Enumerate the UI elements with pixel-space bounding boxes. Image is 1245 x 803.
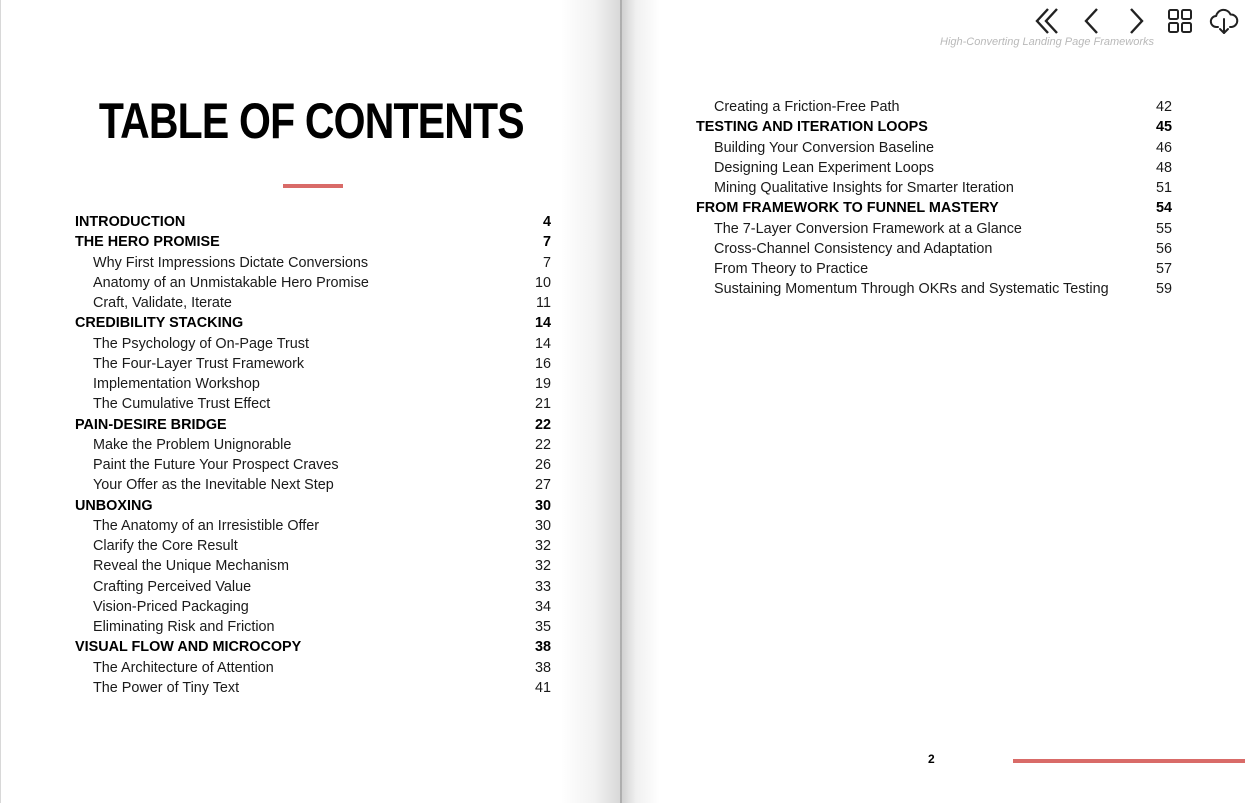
toc-entry-page-number: 34 [534,598,551,615]
toc-entry-page-number: 42 [1155,99,1172,115]
toc-entry-page-number: 21 [534,396,551,413]
toc-entry-label: UNBOXING [75,497,153,514]
toc-entry-label: THE HERO PROMISE [75,234,220,251]
toc-entry-label: INTRODUCTION [75,214,186,230]
toc-section-entry[interactable] [75,273,551,293]
grid-view-button[interactable] [1161,4,1199,38]
toc-list-left [75,212,551,698]
toc-entry-label: Building Your Conversion Baseline [714,139,935,156]
toc-section-entry[interactable] [75,374,551,394]
toc-entry-page-number: 41 [534,679,551,696]
toc-entry-label: The Cumulative Trust Effect [93,396,271,413]
running-header: High-Converting Landing Page Frameworks [940,36,1154,48]
toc-entry-page-number: 51 [1155,180,1172,196]
toc-entry-label: The 7-Layer Conversion Framework at a Glance [714,220,1022,237]
left-page [0,0,620,803]
toc-section-entry[interactable] [75,455,551,475]
toc-section-entry[interactable] [75,475,551,495]
page-title: TABLE OF CONTENTS [98,93,524,149]
toc-entry-page-number: 45 [1155,119,1172,136]
toc-section-entry[interactable] [75,556,551,576]
toc-entry-page-number: 32 [534,558,551,575]
toc-entry-page-number: 26 [534,457,551,473]
toc-section-entry[interactable] [696,239,1172,259]
toc-entry-label: Anatomy of an Unmistakable Hero Promise [93,274,369,291]
toc-entry-label: CREDIBILITY STACKING [75,315,244,332]
toc-entry-page-number: 14 [534,335,551,352]
previous-page-button[interactable] [1073,4,1111,38]
first-page-icon [1033,6,1063,36]
toc-chapter-entry[interactable] [696,117,1172,137]
toc-entry-label: TESTING AND ITERATION LOOPS [696,119,928,136]
toc-entry-label: The Psychology of On-Page Trust [93,335,309,352]
toc-entry-page-number: 38 [534,659,551,676]
toc-entry-page-number: 14 [534,315,551,332]
toc-entry-page-number: 7 [542,254,551,271]
toc-chapter-entry[interactable] [75,637,551,657]
toc-entry-label: Crafting Perceived Value [93,578,252,595]
toc-entry-label: Eliminating Risk and Friction [93,619,275,635]
toc-entry-page-number: 59 [1155,281,1172,298]
toc-entry-label: Mining Qualitative Insights for Smarter Iteration [714,180,1014,196]
toc-entry-label: The Four-Layer Trust Framework [93,355,305,372]
toc-section-entry[interactable] [696,219,1172,239]
toc-entry-page-number: 16 [534,355,551,372]
toc-section-entry[interactable] [75,516,551,536]
toc-entry-label: Cross-Channel Consistency and Adaptation [714,240,993,257]
toc-entry-label: Implementation Workshop [93,376,260,392]
viewer-toolbar [1029,4,1243,38]
previous-page-icon [1080,6,1104,36]
toc-entry-label: The Anatomy of an Irresistible Offer [93,517,320,534]
toc-entry-page-number: 30 [534,517,551,534]
toc-entry-page-number: 54 [1155,200,1172,217]
toc-entry-page-number: 35 [534,619,551,635]
download-button[interactable] [1205,4,1243,38]
toc-section-entry[interactable] [696,178,1172,198]
toc-entry-page-number: 56 [1155,240,1172,257]
download-icon [1209,6,1239,36]
right-page [622,0,1245,803]
toc-section-entry[interactable] [75,293,551,313]
toc-entry-label: Make the Problem Unignorable [93,436,292,453]
toc-section-entry[interactable] [75,678,551,698]
toc-section-entry[interactable] [75,597,551,617]
page-number: 2 [928,752,935,766]
toc-entry-page-number: 19 [534,376,551,392]
toc-entry-label: Clarify the Core Result [93,538,238,554]
toc-entry-label: The Power of Tiny Text [93,679,240,696]
toc-chapter-entry[interactable] [696,198,1172,218]
next-page-icon [1124,6,1148,36]
toc-entry-label: Reveal the Unique Mechanism [93,558,289,575]
toc-entry-page-number: 27 [534,477,551,494]
toc-entry-label: Sustaining Momentum Through OKRs and Systematic Testing [714,281,1109,298]
toc-entry-page-number: 38 [534,639,551,656]
toc-entry-page-number: 4 [542,214,551,230]
toc-entry-page-number: 11 [536,295,551,311]
toc-section-entry[interactable] [75,253,551,273]
toc-section-entry[interactable] [75,394,551,414]
toc-entry-label: The Architecture of Attention [93,659,274,676]
toc-chapter-entry[interactable] [75,496,551,516]
toc-entry-page-number: 22 [534,416,551,433]
toc-entry-page-number: 22 [534,436,551,453]
toc-entry-page-number: 55 [1155,220,1172,237]
toc-entry-page-number: 57 [1155,261,1172,277]
toc-section-entry[interactable] [696,138,1172,158]
toc-entry-page-number: 48 [1155,159,1172,176]
toc-entry-label: Why First Impressions Dictate Conversions [93,254,369,271]
toc-entry-label: From Theory to Practice [714,261,869,277]
toc-entry-label: FROM FRAMEWORK TO FUNNEL MASTERY [696,200,999,217]
footer-accent-rule [1013,759,1245,763]
toc-section-entry[interactable] [696,158,1172,178]
title-accent-rule [283,184,343,188]
toc-entry-page-number: 33 [534,578,551,595]
toc-chapter-entry[interactable] [75,313,551,333]
toc-section-entry[interactable] [696,259,1172,279]
toc-entry-label: Designing Lean Experiment Loops [714,159,934,176]
toc-chapter-entry[interactable] [75,415,551,435]
next-page-button[interactable] [1117,4,1155,38]
toc-entry-page-number: 46 [1155,139,1172,156]
toc-section-entry[interactable] [75,354,551,374]
grid-view-icon [1166,7,1194,35]
toc-section-entry[interactable] [75,577,551,597]
toc-entry-label: VISUAL FLOW AND MICROCOPY [75,639,302,656]
toc-section-entry[interactable] [75,536,551,556]
toc-entry-label: Craft, Validate, Iterate [93,295,232,311]
toc-list-right [696,97,1172,300]
toc-entry-label: Creating a Friction-Free Path [714,99,900,115]
toc-section-entry[interactable] [696,97,1172,117]
toc-chapter-entry[interactable] [75,232,551,252]
toc-entry-page-number: 7 [542,234,551,251]
toc-section-entry[interactable] [75,658,551,678]
toc-section-entry[interactable] [696,279,1172,299]
toc-entry-label: Vision-Priced Packaging [93,598,249,615]
toc-section-entry[interactable] [75,435,551,455]
toc-entry-label: Your Offer as the Inevitable Next Step [93,477,334,494]
toc-section-entry[interactable] [75,334,551,354]
toc-chapter-entry[interactable] [75,212,551,232]
toc-section-entry[interactable] [75,617,551,637]
first-page-button[interactable] [1029,4,1067,38]
toc-entry-label: PAIN-DESIRE BRIDGE [75,416,227,433]
toc-entry-page-number: 32 [534,538,551,554]
toc-entry-page-number: 30 [534,497,551,514]
toc-entry-page-number: 10 [534,274,551,291]
toc-entry-label: Paint the Future Your Prospect Craves [93,457,339,473]
